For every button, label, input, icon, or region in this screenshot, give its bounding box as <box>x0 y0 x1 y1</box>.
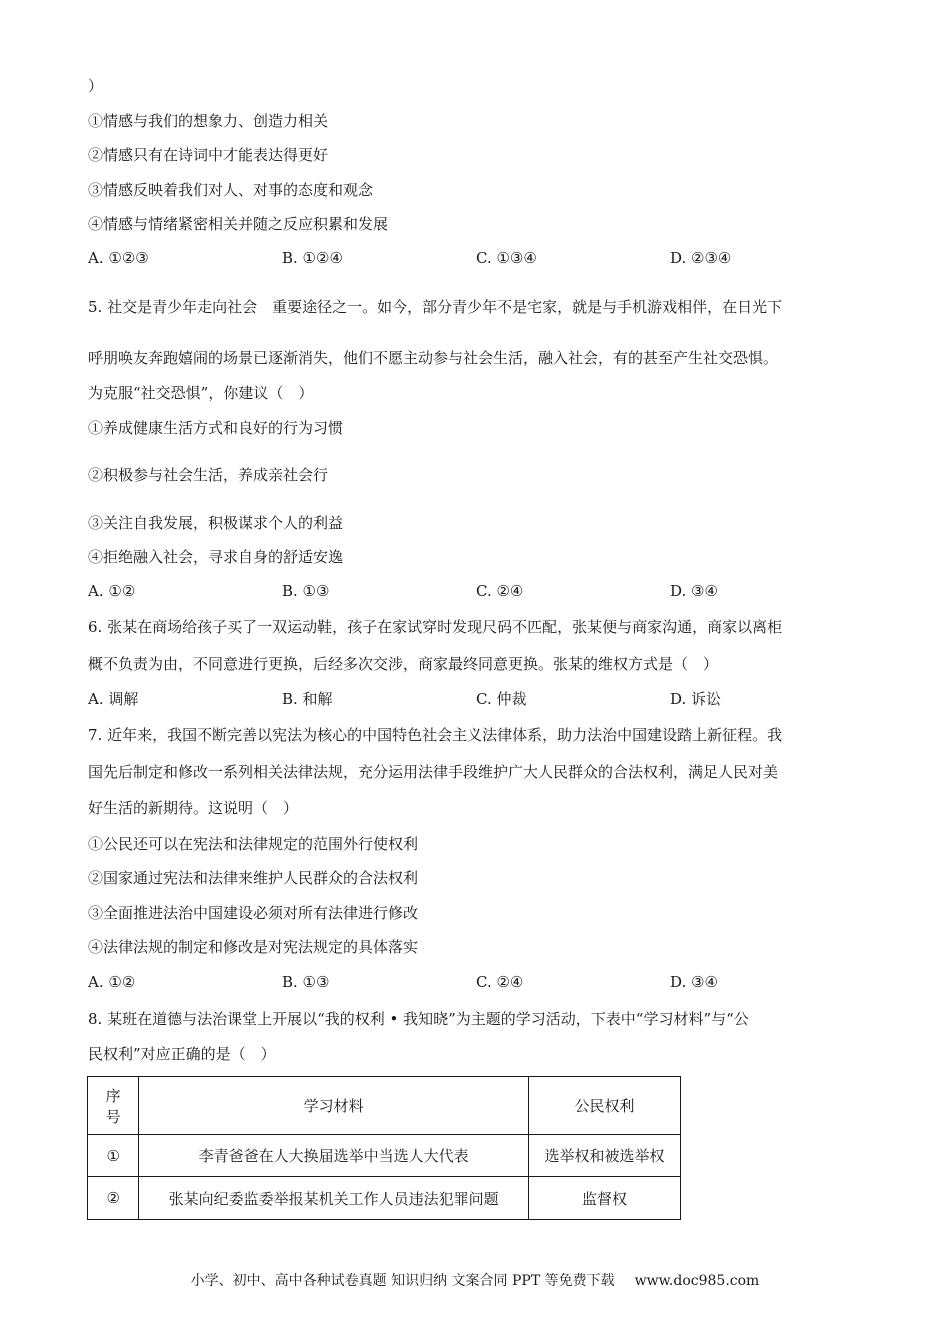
q5-option-b: B. ①③ <box>282 582 330 600</box>
q7-stem-line-3: 好生活的新期待。这说明（ ） <box>88 799 299 817</box>
footer-text: 小学、初中、高中各种试卷真题 知识归纳 文案合同 PPT 等免费下载 <box>190 1273 615 1289</box>
row-right: 选举权和被选举权 <box>528 1135 680 1177</box>
q6-stem-line-2: 概不负责为由，不同意进行更换，后经多次交涉，商家最终同意更换。张某的维权方式是（ ） <box>88 655 719 673</box>
header-seq-line-1: 序 <box>105 1086 121 1105</box>
q7-option-c: C. ②④ <box>476 973 524 991</box>
q5-item-4: ④拒绝融入社会，寻求自身的舒适安逸 <box>88 548 344 566</box>
q4-option-a: A. ①②③ <box>88 249 149 267</box>
q7-item-1: ①公民还可以在宪法和法律规定的范围外行使权利 <box>88 835 419 853</box>
q5-option-c: C. ②④ <box>476 582 524 600</box>
q7-stem-line-2: 国先后制定和修改一系列相关法律法规，充分运用法律手段维护广大人民群众的合法权利，满足人民对美 <box>88 763 779 781</box>
q5-option-d: D. ③④ <box>670 582 718 600</box>
q5-option-a: A. ①② <box>88 582 136 600</box>
q7-item-2: ②国家通过宪法和法律来维护人民群众的合法权利 <box>88 869 419 887</box>
q6-option-d: D. 诉讼 <box>670 690 722 708</box>
page-footer <box>0 1270 950 1290</box>
q5-stem-line-2: 呼朋唤友奔跑嬉闹的场景已逐渐消失，他们不愿主动参与社会生活，融入社会，有的甚至产生社交恐惧。 <box>88 349 779 367</box>
q7-item-4: ④法律法规的制定和修改是对宪法规定的具体落实 <box>88 938 419 956</box>
q4-item-3: ③情感反映着我们对人、对事的态度和观念 <box>88 181 374 199</box>
header-seq-line-2: 号 <box>105 1107 121 1126</box>
table-row <box>88 1177 681 1220</box>
q6-stem-line-1: 6. 张某在商场给孩子买了一双运动鞋，孩子在家试穿时发现尺码不匹配，张某便与商家沟通，商家以离柜 <box>88 618 783 636</box>
q4-item-2: ②情感只有在诗词中才能表达得更好 <box>88 146 329 164</box>
q4-option-c: C. ①③④ <box>476 249 537 267</box>
q5-item-2: ②积极参与社会生活，养成亲社会行 <box>88 466 329 484</box>
header-material: 学习材料 <box>139 1077 529 1135</box>
footer-url[interactable]: www.doc985.com <box>634 1273 760 1289</box>
q4-option-d: D. ②③④ <box>670 249 732 267</box>
q5-stem-line-1: 5. 社交是青少年走向社会 重要途径之一。如今，部分青少年不是宅家，就是与手机游戏相伴，在日光下 <box>88 298 783 316</box>
q7-stem-line-1: 7. 近年来，我国不断完善以宪法为核心的中国特色社会主义法律体系，助力法治中国建设踏上新征程。我 <box>88 726 783 744</box>
q5-stem-line-3: 为克服“社交恐惧”，你建议（ ） <box>88 384 314 402</box>
q7-item-3: ③全面推进法治中国建设必须对所有法律进行修改 <box>88 904 419 922</box>
q7-option-b: B. ①③ <box>282 973 330 991</box>
q6-option-c: C. 仲裁 <box>476 690 527 708</box>
q5-item-3: ③关注自我发展，积极谋求个人的利益 <box>88 514 344 532</box>
row-material: 李青爸爸在人大换届选举中当选人大代表 <box>139 1135 529 1177</box>
header-right: 公民权利 <box>528 1077 680 1135</box>
q8-table <box>87 1076 681 1220</box>
q8-stem-line-2: 民权利”对应正确的是（ ） <box>88 1045 276 1063</box>
q7-option-a: A. ①② <box>88 973 136 991</box>
q4-item-1: ①情感与我们的想象力、创造力相关 <box>88 112 329 130</box>
q4-close-paren: ） <box>88 77 104 95</box>
header-seq <box>88 1077 139 1135</box>
row-seq: ① <box>88 1135 139 1177</box>
q6-option-a: A. 调解 <box>88 690 139 708</box>
q4-item-4: ④情感与情绪紧密相关并随之反应积累和发展 <box>88 215 389 233</box>
table-header-row <box>88 1077 681 1135</box>
row-material: 张某向纪委监委举报某机关工作人员违法犯罪问题 <box>139 1177 529 1220</box>
q8-stem-line-1: 8. 某班在道德与法治课堂上开展以“我的权利 • 我知晓”为主题的学习活动，下表中“学习材料”与“公 <box>88 1010 749 1028</box>
q4-option-b: B. ①②④ <box>282 249 343 267</box>
q7-option-d: D. ③④ <box>670 973 718 991</box>
q6-option-b: B. 和解 <box>282 690 333 708</box>
row-right: 监督权 <box>528 1177 680 1220</box>
q5-item-1: ①养成健康生活方式和良好的行为习惯 <box>88 419 344 437</box>
row-seq: ② <box>88 1177 139 1220</box>
table-row <box>88 1135 681 1177</box>
